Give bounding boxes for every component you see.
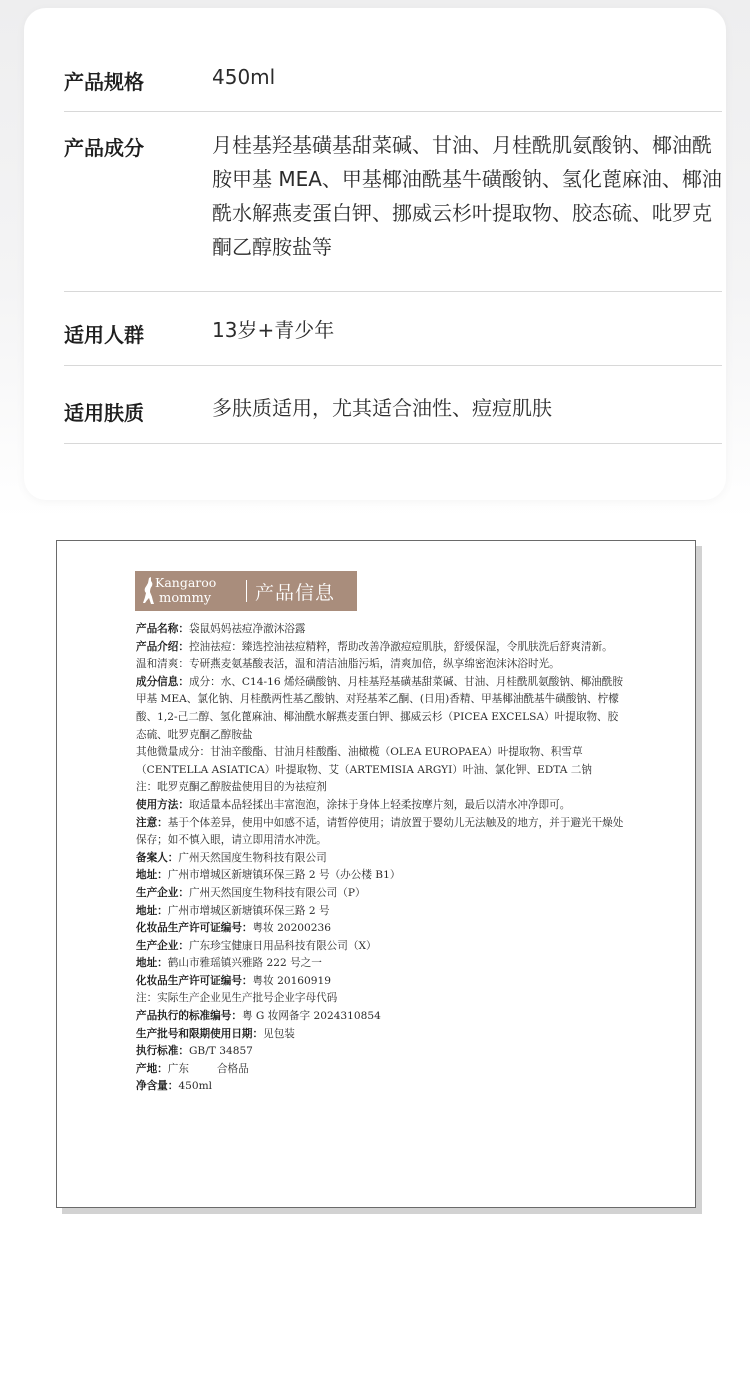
- brand-banner: [135, 571, 357, 611]
- field-label: 地址：: [136, 869, 168, 882]
- field-value: 广东: [167, 1062, 189, 1075]
- field-label: 备案人：: [136, 851, 179, 864]
- spec-label: 产品成分: [64, 136, 144, 160]
- info-text-block: [136, 621, 624, 1096]
- info-trace-ingredients: 其他微量成分：甘油辛酸酯、甘油月桂酸酯、油橄榄（OLEA EUROPAEA）叶提取物、积雪草（CENTELLA ASIATICA）叶提取物、艾（ARTEMISIA ARGYI）叶油、氯化钾、EDTA 二钠: [136, 746, 592, 776]
- field-label: 生产批号和限期使用日期：: [136, 1027, 264, 1040]
- field-value: 粤 G 妆网备字 2024310854: [241, 1010, 381, 1023]
- field-label: 产品名称：: [136, 623, 189, 635]
- field-label: 净含量：: [136, 1080, 179, 1093]
- field-value: 广东珍宝健康日用品科技有限公司（X）: [188, 939, 377, 952]
- info-exec-standard: [136, 1043, 624, 1061]
- info-net-content: [136, 1078, 624, 1096]
- info-note: 注：实际生产企业见生产批号企业字母代码: [136, 992, 338, 1005]
- info-filer: [136, 850, 624, 868]
- field-label: 化妆品生产许可证编号：: [136, 974, 253, 987]
- kangaroo-logo-icon: [141, 576, 155, 606]
- field-value: 广州天然国度生物科技有限公司（P）: [188, 886, 366, 899]
- field-value: 控油祛痘：臻选控油祛痘精粹，帮助改善净澈痘痘肌肤，舒缓保湿，令肌肤洗后舒爽清新。: [188, 640, 613, 653]
- spec-label: 产品规格: [64, 70, 144, 94]
- brand-name-line2: mommy: [159, 591, 212, 606]
- divider: [64, 443, 722, 444]
- field-label: 产品执行的标准编号：: [136, 1010, 242, 1023]
- field-value: 见包装: [263, 1027, 295, 1040]
- field-value: 广州市增城区新塘镇环保三路 2 号: [167, 904, 330, 917]
- info-license: [136, 973, 624, 991]
- field-value: 450ml: [178, 1080, 213, 1093]
- divider: [64, 111, 722, 112]
- spec-value: 13岁+青少年: [212, 318, 335, 342]
- field-label: 生产企业：: [136, 939, 189, 952]
- spec-label: 适用肤质: [64, 401, 144, 425]
- info-address: [136, 903, 624, 921]
- field-label: 地址：: [136, 957, 168, 970]
- info-address: [136, 955, 624, 973]
- spec-value: 450ml: [212, 65, 276, 89]
- info-ingredients: [136, 674, 624, 744]
- spec-value: 多肤质适用，尤其适合油性、痘痘肌肤: [212, 396, 552, 420]
- info-manufacturer: [136, 885, 624, 903]
- field-value: GB/T 34857: [188, 1045, 253, 1058]
- field-value: 鹤山市雅瑶镇兴雅路 222 号之一: [167, 957, 322, 970]
- field-value: 袋鼠妈妈祛痘净澈沐浴露: [188, 623, 306, 635]
- field-label: 使用方法：: [136, 798, 189, 811]
- spec-card: [24, 8, 726, 500]
- field-label: 注意：: [136, 816, 168, 829]
- divider: [64, 365, 722, 366]
- field-label: 产品介绍：: [136, 640, 189, 653]
- info-intro: [136, 639, 624, 657]
- field-value: 取适量本品轻揉出丰富泡泡，涂抹于身体上轻柔按摩片刻，最后以清水冲净即可。: [188, 798, 571, 811]
- info-usage: [136, 797, 624, 815]
- divider: [64, 291, 722, 292]
- field-label: 地址：: [136, 904, 168, 917]
- field-value: 广州天然国度生物科技有限公司: [178, 851, 327, 864]
- info-intro-2: 温和清爽：专研燕麦氨基酸表活，温和清洁油脂污垢，清爽加倍，纵享绵密泡沫沐浴时光。: [136, 658, 560, 671]
- brand-name-line1: Kangaroo: [155, 575, 217, 590]
- info-manufacturer: [136, 938, 624, 956]
- product-info-document: [56, 540, 696, 1208]
- field-value: 成分：水、C14-16 烯烃磺酸钠、月桂基羟基磺基甜菜碱、甘油、月桂酰肌氨酸钠、椰油酰胺甲基 MEA、氯化钠、月桂酰两性基乙酸钠、对羟基苯乙酮、(日用)香精、甲基椰油酰基牛磺酸钠、柠檬酸、1,2-己二醇、氢化蓖麻油、椰油酰水解燕麦蛋白钾、挪威云杉（PICEA EXCELSA）叶提取物、胶态硫、吡罗克酮乙醇胺盐: [136, 675, 623, 741]
- info-license: [136, 920, 624, 938]
- field-label: 产地：: [136, 1062, 168, 1075]
- info-product-name: [136, 621, 624, 639]
- info-origin: [136, 1061, 624, 1079]
- spec-value: 月桂基羟基磺基甜菜碱、甘油、月桂酰肌氨酸钠、椰油酰胺甲基 MEA、甲基椰油酰基牛磺酸钠、氢化蓖麻油、椰油酰水解燕麦蛋白钾、挪威云杉叶提取物、胶态硫、吡罗克酮乙醇胺盐等: [212, 133, 722, 259]
- info-address: [136, 867, 624, 885]
- spec-label: 适用人群: [64, 323, 144, 347]
- section-title: 产品信息: [255, 582, 336, 604]
- qualified-mark: 合格品: [216, 1062, 249, 1075]
- field-label: 化妆品生产许可证编号：: [136, 922, 253, 935]
- field-value: 基于个体差异，使用中如感不适，请暂停使用；请放置于婴幼儿无法触及的地方，并于避光干燥处保存；如不慎入眼，请立即用清水冲洗。: [136, 816, 624, 847]
- brand-separator: [246, 580, 247, 602]
- field-value: 粤妆 20200236: [252, 922, 332, 935]
- info-note: 注：吡罗克酮乙醇胺盐使用目的为祛痘剂: [136, 781, 327, 794]
- field-label: 生产企业：: [136, 886, 189, 899]
- info-batch: [136, 1026, 624, 1044]
- field-value: 广州市增城区新塘镇环保三路 2 号（办公楼 B1）: [167, 869, 401, 882]
- field-value: 粤妆 20160919: [252, 974, 332, 987]
- info-caution: [136, 815, 624, 850]
- field-label: 成分信息：: [136, 675, 189, 688]
- field-label: 执行标准：: [136, 1045, 189, 1058]
- info-standard-number: [136, 1008, 624, 1026]
